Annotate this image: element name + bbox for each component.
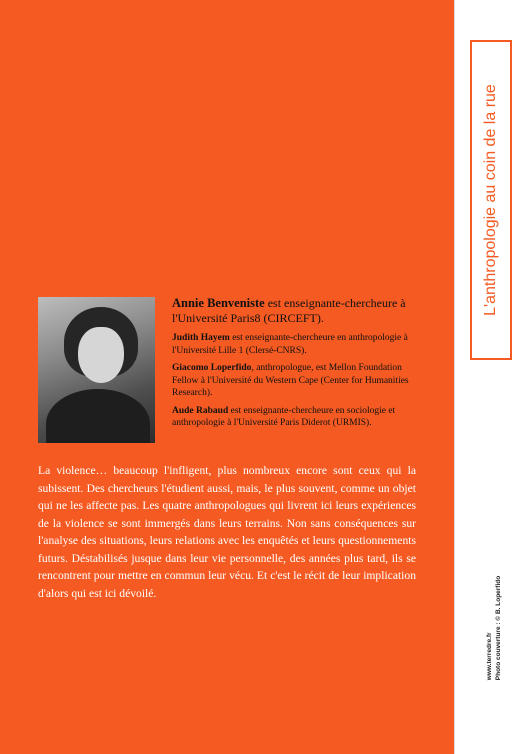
author-bio [172,332,420,357]
lead-author-name: Annie Benveniste [172,296,265,310]
author-photo [38,297,155,443]
lead-author-bio [172,296,420,326]
author-text: est enseignante-chercheure en anthropologie à l'Université Lille 1 (Clersé-CNRS). [172,333,408,356]
photo-credit: Photo couverture : © B. Loperfido [495,575,502,681]
author-name: Judith Hayem [172,333,230,343]
author-text: , anthropologue, est Mellon Foundation Fellow à l'Université du Western Cape (Center for Humanities Research). [172,363,409,398]
author-name: Aude Rabaud [172,405,229,416]
author-photo-shoulders [46,389,150,443]
author-bio [172,405,420,430]
spine-title: L'anthropologie au coin de la rue [482,84,499,316]
spine-credits [485,576,503,680]
author-bio [172,362,420,400]
author-photo-face [78,327,124,383]
author-bios [172,296,420,435]
publisher-website: www.terredre.fr [486,632,493,681]
back-cover-blurb: La violence… beaucoup l'infligent, plus nombreux encore sont ceux qui la subissent. Des chercheurs l'étudient aussi, mais, le plus souvent, comme un objet qui ne les affecte pas. Les quatre anthropologues qui livrent ici leurs expériences de la violence se sont immergés dans leurs terrains. Non sans conséquences sur l'analyse des situations, leurs relations avec les enquêtés et leurs questionnements futurs. Déstabilisés jusque dans leur vie personnelle, des années plus tard, ils se rencontrent pour mettre en commun leur vécu. Et c'est le récit de leur implication d'alors qui est ici dévoilé. [38,464,416,600]
author-text: est enseignante-chercheure en sociologie et anthropologie à l'Université Paris Diderot (URMIS). [172,405,396,428]
lead-author-text: est enseignante-chercheure à l'Université Paris8 (CIRCEFT). [172,296,406,325]
author-name: Giacomo Loperfido [172,363,252,373]
